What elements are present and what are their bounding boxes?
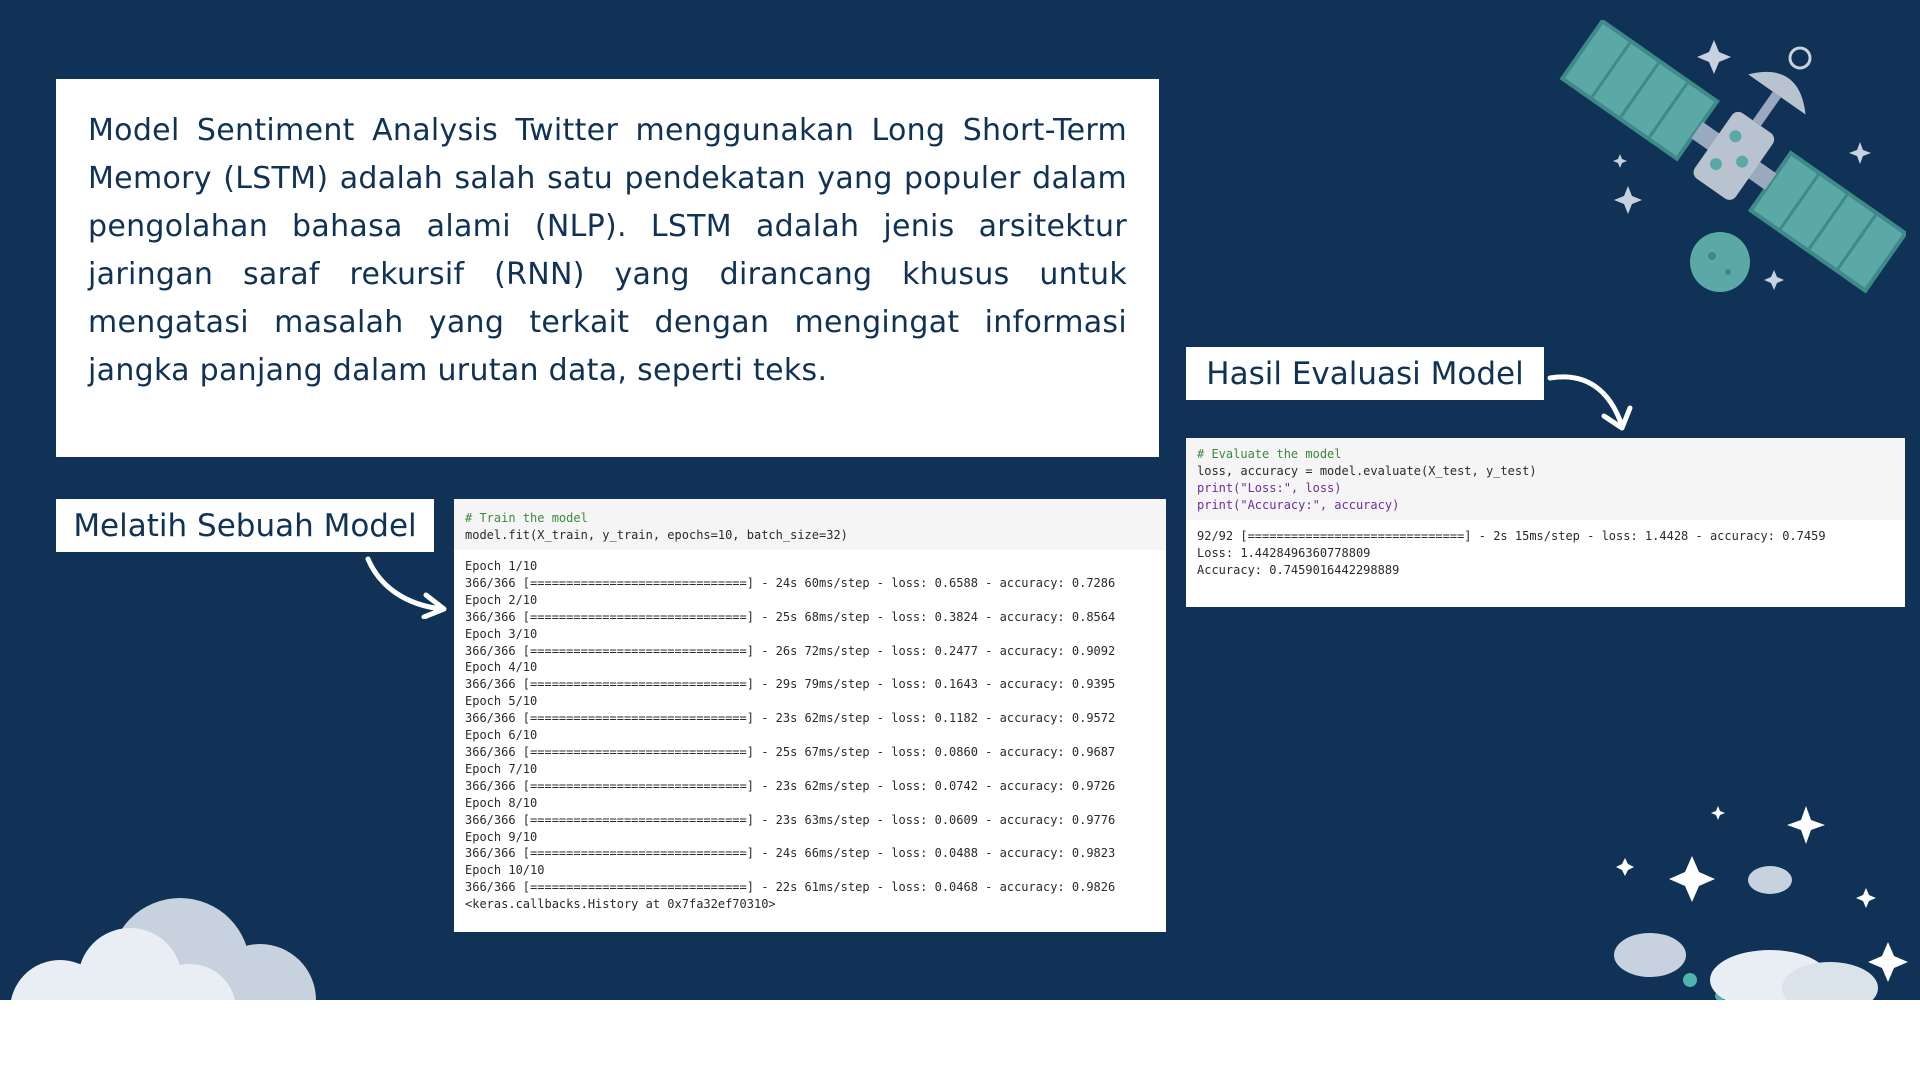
epoch-header: Epoch 7/10	[465, 761, 538, 776]
eval-accuracy: Accuracy: 0.7459016442298889	[1197, 563, 1400, 577]
epoch-header: Epoch 4/10	[465, 660, 538, 675]
train-code-call: model.fit(X_train, y_train, epochs=10, batch_size=32)	[465, 528, 848, 542]
epoch-header: Epoch 5/10	[465, 694, 538, 709]
epoch-log: 366/366 [==============================] - 24s 66ms/step - loss: 0.0488 - accuracy: 0.9823	[465, 846, 1116, 861]
epoch-log: 366/366 [==============================] - 24s 60ms/step - loss: 0.6588 - accuracy: 0.7286	[465, 575, 1116, 590]
eval-code-line: print("Loss:", loss)	[1197, 481, 1342, 495]
train-result: <keras.callbacks.History at 0x7fa32ef70310>	[465, 897, 776, 912]
epoch-log: 366/366 [==============================] - 23s 62ms/step - loss: 0.0742 - accuracy: 0.9726	[465, 778, 1116, 793]
epoch-header: Epoch 9/10	[465, 829, 538, 844]
eval-code-line: loss, accuracy = model.evaluate(X_test, y_test)	[1197, 464, 1537, 478]
eval-code-line: print("Accuracy:", accuracy)	[1197, 498, 1400, 512]
eval-progress: 92/92 [==============================] - 2s 15ms/step - loss: 1.4428 - accuracy: 0.7459	[1197, 529, 1826, 543]
epoch-log: 366/366 [==============================] - 23s 63ms/step - loss: 0.0609 - accuracy: 0.9776	[465, 812, 1116, 827]
epoch-log: 366/366 [==============================] - 25s 67ms/step - loss: 0.0860 - accuracy: 0.9687	[465, 744, 1116, 759]
epoch-header: Epoch 2/10	[465, 592, 538, 607]
train-label-text: Melatih Sebuah Model	[73, 507, 417, 544]
epoch-log: 366/366 [==============================] - 22s 61ms/step - loss: 0.0468 - accuracy: 0.9826	[465, 880, 1116, 895]
epoch-log: 366/366 [==============================] - 29s 79ms/step - loss: 0.1643 - accuracy: 0.9395	[465, 677, 1116, 692]
epoch-header: Epoch 6/10	[465, 728, 538, 743]
intro-paragraph: Model Sentiment Analysis Twitter menggunakan Long Short-Term Memory (LSTM) adalah salah satu pendekatan yang populer dalam pengolahan bahasa alami (NLP). LSTM adalah jenis arsitektur jaringan saraf rekursif (RNN) yang dirancang khusus untuk mengatasi masalah yang terkait dengan mengingat informasi jangka panjang dalam urutan data, seperti teks.	[88, 113, 1127, 388]
epoch-log: 366/366 [==============================] - 23s 62ms/step - loss: 0.1182 - accuracy: 0.9572	[465, 711, 1116, 726]
clouds-icon	[0, 880, 330, 1000]
epoch-header: Epoch 1/10	[465, 559, 538, 573]
eval-code-comment: # Evaluate the model	[1197, 447, 1342, 461]
moon-icon	[1600, 820, 1920, 1000]
epoch-header: Epoch 10/10	[465, 863, 545, 878]
epoch-header: Epoch 3/10	[465, 626, 538, 641]
epoch-log: 366/366 [==============================] - 25s 68ms/step - loss: 0.3824 - accuracy: 0.8564	[465, 609, 1116, 624]
epoch-header: Epoch 8/10	[465, 795, 538, 810]
epoch-log: 366/366 [==============================] - 26s 72ms/step - loss: 0.2477 - accuracy: 0.9092	[465, 643, 1116, 658]
eval-loss: Loss: 1.4428496360778809	[1197, 546, 1371, 560]
eval-label-text: Hasil Evaluasi Model	[1206, 355, 1524, 392]
train-code-comment: # Train the model	[465, 511, 588, 525]
